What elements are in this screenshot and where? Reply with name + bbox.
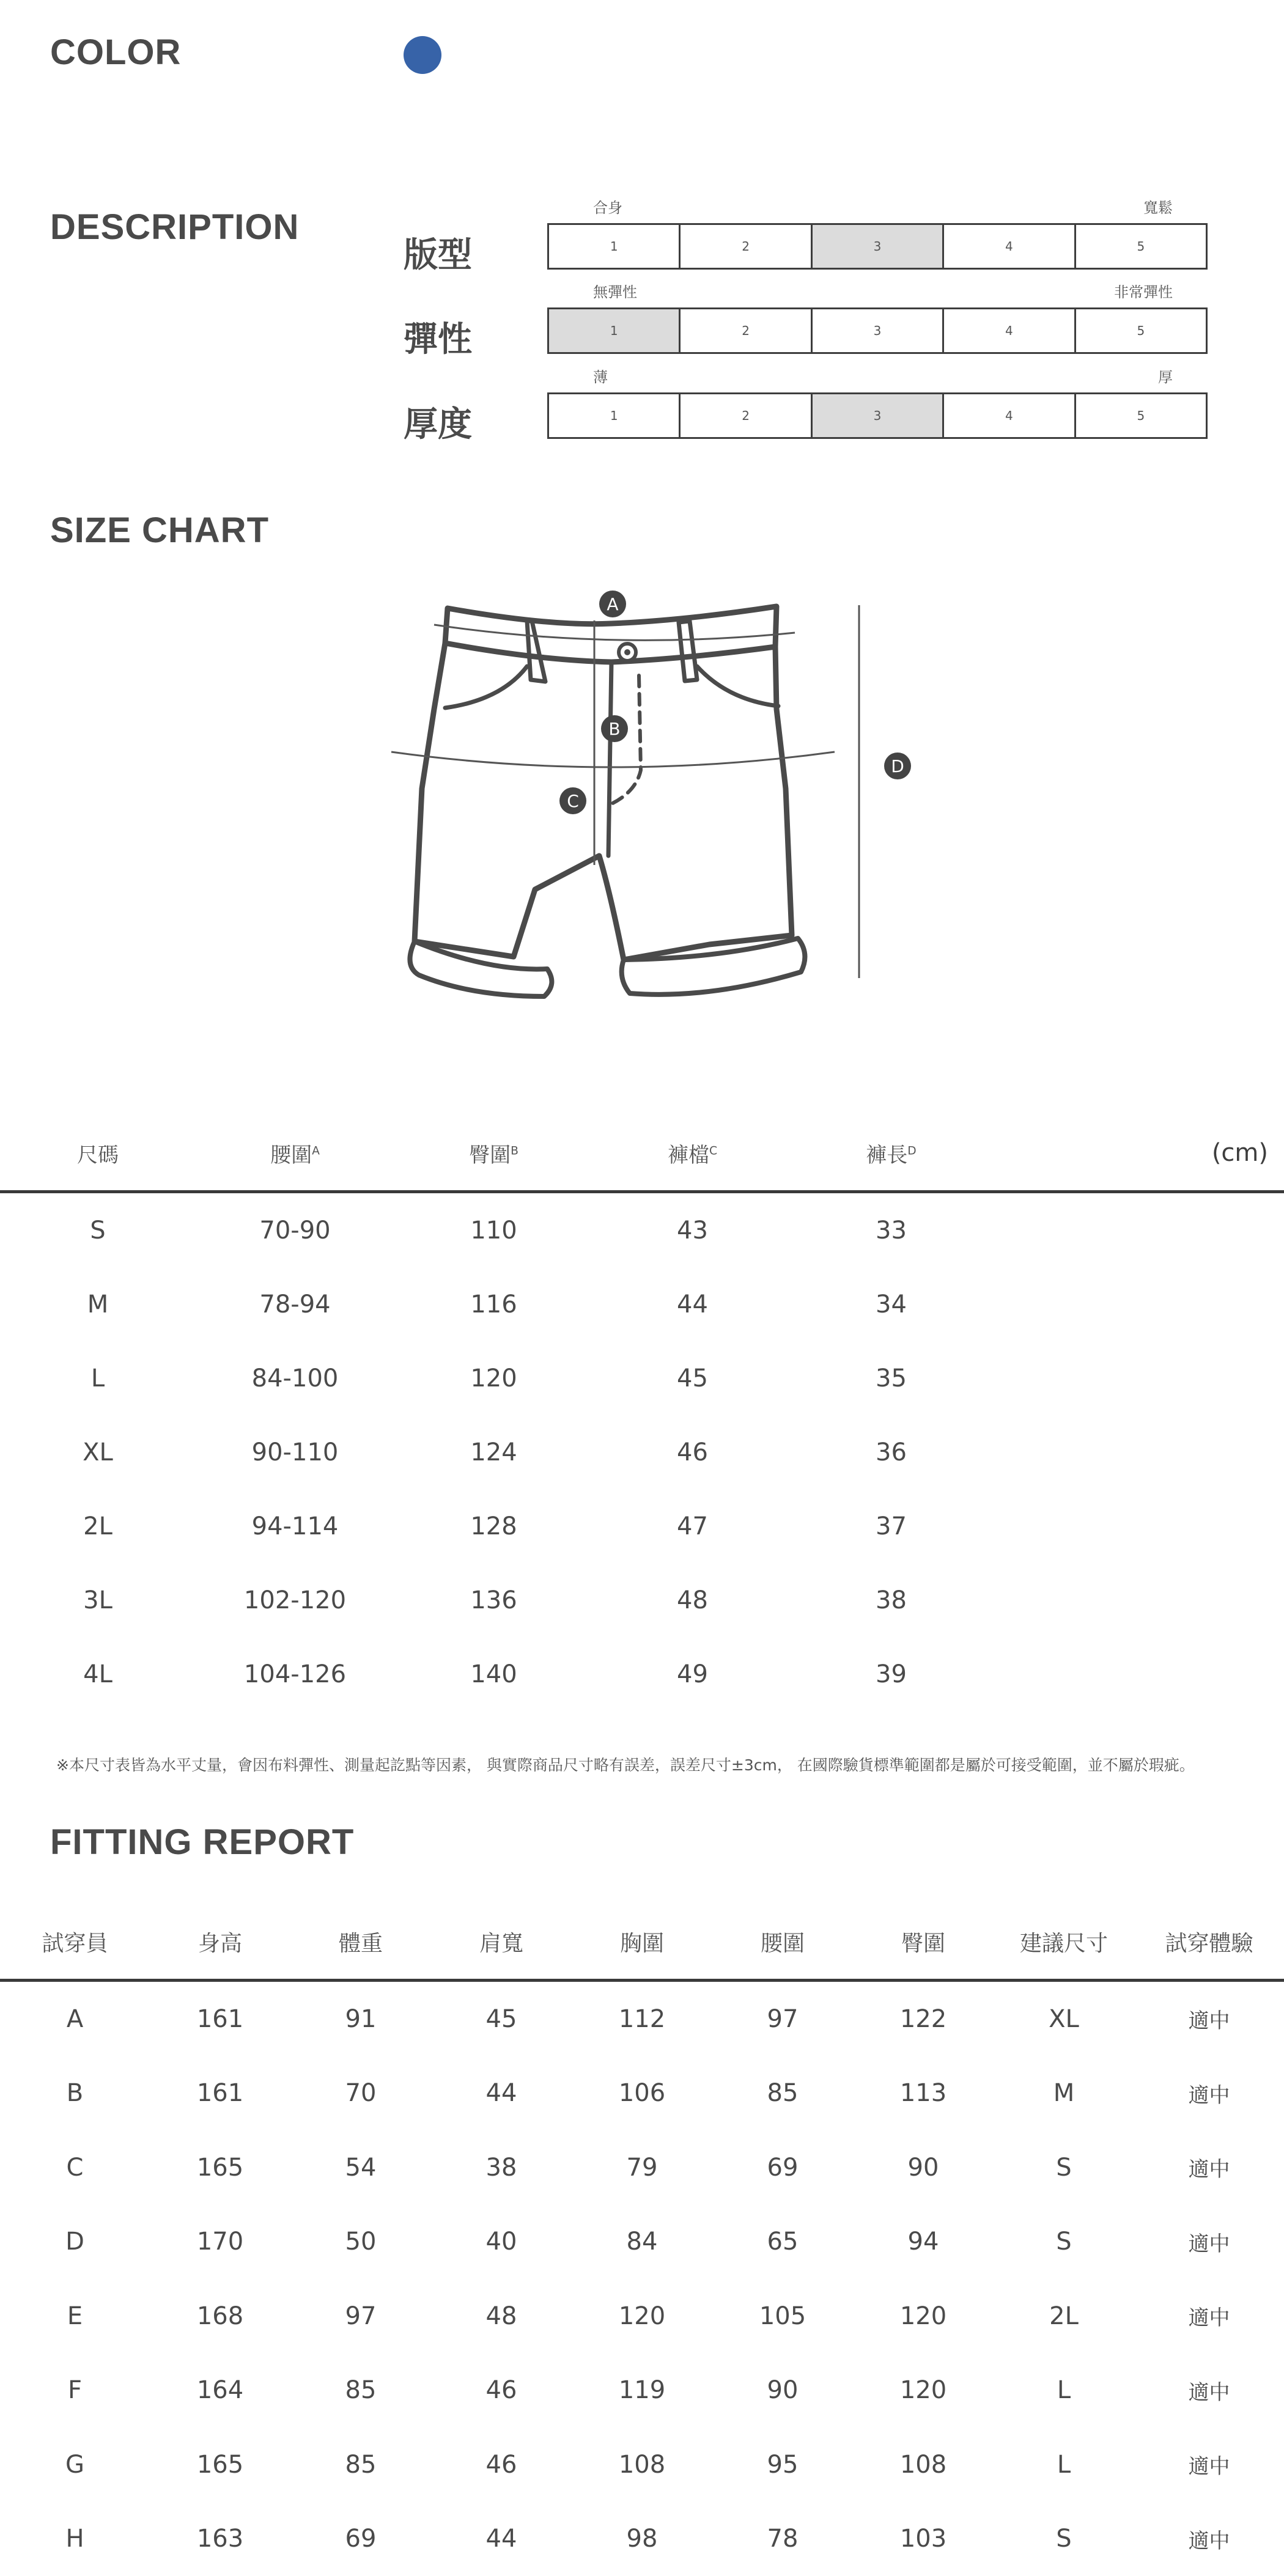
table-cell: H [0, 2502, 150, 2576]
table-cell: A [0, 1981, 150, 2056]
belt-loop-right [679, 621, 697, 681]
table-cell: 54 [290, 2130, 431, 2205]
table-row [0, 2056, 1284, 2131]
rating-scale [547, 223, 1208, 270]
fitting-column-header: 胸圍 [572, 1904, 712, 1981]
shorts-measurement-diagram [367, 575, 917, 1027]
pocket-right [697, 666, 778, 706]
scale-cell: 5 [1074, 309, 1206, 352]
table-cell: 34 [792, 1267, 991, 1341]
pocket-left [445, 666, 527, 708]
scale-cell: 3 [811, 309, 942, 352]
size-chart-table [0, 1116, 1284, 1711]
table-cell: 39 [792, 1637, 991, 1711]
size-column-marker: B [511, 1144, 518, 1157]
scale-cell: 4 [942, 309, 1074, 352]
table-cell: 85 [290, 2427, 431, 2502]
table-cell: 2L [0, 1489, 196, 1563]
scale-cell: 2 [679, 394, 810, 437]
marker-c-label: C [567, 791, 579, 811]
table-cell: 110 [394, 1192, 593, 1268]
size-column-label: 褲長 [866, 1143, 907, 1168]
table-cell: 適中 [1134, 2427, 1284, 2502]
scale-cell: 1 [549, 309, 679, 352]
table-cell: 45 [431, 1981, 572, 2056]
table-cell: 95 [712, 2427, 853, 2502]
table-row [0, 2279, 1284, 2353]
table-cell-empty [991, 1341, 1284, 1415]
table-cell-empty [991, 1637, 1284, 1711]
table-cell: 168 [150, 2279, 290, 2353]
table-cell: 適中 [1134, 2205, 1284, 2280]
fitting-column-header: 肩寬 [431, 1904, 572, 1981]
table-cell: 161 [150, 2056, 290, 2131]
table-cell: 104-126 [196, 1637, 394, 1711]
table-cell: 116 [394, 1267, 593, 1341]
table-cell: 136 [394, 1563, 593, 1637]
table-cell: 35 [792, 1341, 991, 1415]
table-cell: C [0, 2130, 150, 2205]
table-cell: 38 [792, 1563, 991, 1637]
size-chart-note: ※本尺寸表皆為水平丈量，會因布料彈性、測量起訖點等因素， 與實際商品尺寸略有誤差，誤差尺寸±3cm， 在國際驗貨標準範圍都是屬於可接受範圍，並不屬於瑕疵。 [56, 1753, 1195, 1775]
table-cell: 94-114 [196, 1489, 394, 1563]
scale-cell: 5 [1074, 225, 1206, 268]
table-row [0, 1981, 1284, 2056]
rating-scale [547, 392, 1208, 439]
table-row [0, 2427, 1284, 2502]
table-cell-empty [991, 1192, 1284, 1268]
table-cell: 2L [994, 2279, 1134, 2353]
color-swatch-blue[interactable] [404, 36, 441, 74]
table-cell: 85 [712, 2056, 853, 2131]
size-column-header [0, 1116, 196, 1192]
description-title: DESCRIPTION [50, 207, 299, 248]
table-cell: G [0, 2427, 150, 2502]
table-cell: S [994, 2130, 1134, 2205]
table-cell: 46 [593, 1415, 792, 1489]
scale-cell: 1 [549, 225, 679, 268]
scale-cell: 3 [811, 394, 942, 437]
table-cell: 102-120 [196, 1563, 394, 1637]
table-cell: 78-94 [196, 1267, 394, 1341]
table-cell: 164 [150, 2353, 290, 2428]
size-column-label: 臀圍 [469, 1143, 511, 1168]
table-cell: F [0, 2353, 150, 2428]
fitting-table-header [0, 1904, 1284, 1981]
size-table-header [0, 1116, 1284, 1192]
size-column-header [792, 1116, 991, 1192]
table-cell-empty [991, 1563, 1284, 1637]
table-cell: 90 [712, 2353, 853, 2428]
size-column-label: 尺碼 [77, 1143, 119, 1168]
table-cell: 98 [572, 2502, 712, 2576]
table-cell: 165 [150, 2130, 290, 2205]
table-row [0, 1267, 1284, 1341]
marker-b-label: B [608, 719, 620, 739]
table-cell: 3L [0, 1563, 196, 1637]
scale-high-caption: 非常彈性 [1114, 280, 1173, 301]
table-cell: 70 [290, 2056, 431, 2131]
unit-label: (cm) [991, 1116, 1284, 1192]
table-cell: 163 [150, 2502, 290, 2576]
table-cell: 120 [853, 2279, 994, 2353]
table-cell: 165 [150, 2427, 290, 2502]
table-cell: 122 [853, 1981, 994, 2056]
table-cell: 105 [712, 2279, 853, 2353]
table-cell: 適中 [1134, 2056, 1284, 2131]
table-cell: 37 [792, 1489, 991, 1563]
scale-high-caption: 厚 [1158, 365, 1173, 386]
table-cell: 38 [431, 2130, 572, 2205]
table-cell: L [994, 2353, 1134, 2428]
measure-line-hip [391, 752, 835, 767]
rating-scale [547, 307, 1208, 354]
table-cell: 43 [593, 1192, 792, 1268]
table-cell: 33 [792, 1192, 991, 1268]
size-column-marker: A [312, 1144, 320, 1157]
size-column-label: 褲檔 [668, 1143, 709, 1168]
table-cell: XL [0, 1415, 196, 1489]
fitting-column-header: 體重 [290, 1904, 431, 1981]
table-cell: 46 [431, 2353, 572, 2428]
table-row [0, 2130, 1284, 2205]
table-row [0, 1489, 1284, 1563]
table-cell: 112 [572, 1981, 712, 2056]
belt-loop-left [527, 621, 545, 682]
table-cell: 124 [394, 1415, 593, 1489]
scale-cell: 4 [942, 225, 1074, 268]
size-column-marker: D [907, 1144, 916, 1157]
table-cell: 161 [150, 1981, 290, 2056]
fitting-column-header: 身高 [150, 1904, 290, 1981]
table-cell: L [994, 2427, 1134, 2502]
table-cell: 69 [290, 2502, 431, 2576]
table-cell: M [0, 1267, 196, 1341]
table-cell: 4L [0, 1637, 196, 1711]
table-cell: S [994, 2205, 1134, 2280]
table-cell: S [994, 2502, 1134, 2576]
table-row [0, 1563, 1284, 1637]
table-cell: 79 [572, 2130, 712, 2205]
table-cell: 90 [853, 2130, 994, 2205]
size-column-marker: C [709, 1144, 717, 1157]
table-cell: 78 [712, 2502, 853, 2576]
table-cell: 128 [394, 1489, 593, 1563]
table-row [0, 1341, 1284, 1415]
fitting-report-title: FITTING REPORT [50, 1822, 354, 1863]
table-cell: 69 [712, 2130, 853, 2205]
table-cell: 70-90 [196, 1192, 394, 1268]
table-cell: 170 [150, 2205, 290, 2280]
table-row [0, 2353, 1284, 2428]
table-cell: 40 [431, 2205, 572, 2280]
table-cell: 36 [792, 1415, 991, 1489]
table-cell: 106 [572, 2056, 712, 2131]
table-cell-empty [991, 1267, 1284, 1341]
table-row [0, 2205, 1284, 2280]
table-cell: E [0, 2279, 150, 2353]
fitting-report-table [0, 1904, 1284, 2576]
scale-cell: 5 [1074, 394, 1206, 437]
table-row [0, 1415, 1284, 1489]
description-label: 彈性 [404, 312, 472, 361]
measure-line-waist [434, 625, 795, 640]
table-cell: D [0, 2205, 150, 2280]
table-cell: L [0, 1341, 196, 1415]
table-cell: 44 [431, 2056, 572, 2131]
table-cell: 90-110 [196, 1415, 394, 1489]
description-label: 厚度 [404, 397, 472, 446]
table-cell: 119 [572, 2353, 712, 2428]
table-cell: 97 [712, 1981, 853, 2056]
shorts-outline [415, 643, 792, 960]
table-cell: 140 [394, 1637, 593, 1711]
table-cell: 103 [853, 2502, 994, 2576]
table-cell: 適中 [1134, 2279, 1284, 2353]
scale-cell: 4 [942, 394, 1074, 437]
size-column-header [394, 1116, 593, 1192]
table-cell: M [994, 2056, 1134, 2131]
size-column-header [593, 1116, 792, 1192]
table-cell-empty [991, 1489, 1284, 1563]
scale-low-caption: 合身 [593, 196, 622, 217]
table-cell: 49 [593, 1637, 792, 1711]
table-cell: 108 [853, 2427, 994, 2502]
scale-cell: 2 [679, 225, 810, 268]
marker-a-label: A [607, 594, 618, 614]
table-cell: 適中 [1134, 1981, 1284, 2056]
table-cell: 50 [290, 2205, 431, 2280]
table-cell: 113 [853, 2056, 994, 2131]
scale-cell: 3 [811, 225, 942, 268]
size-column-header [196, 1116, 394, 1192]
table-cell: S [0, 1192, 196, 1268]
fitting-column-header: 臀圍 [853, 1904, 994, 1981]
size-column-label: 腰圍 [270, 1143, 312, 1168]
table-cell: 91 [290, 1981, 431, 2056]
table-cell: 120 [853, 2353, 994, 2428]
table-cell: 120 [394, 1341, 593, 1415]
size-chart-title: SIZE CHART [50, 510, 269, 551]
table-row [0, 2502, 1284, 2576]
table-cell: 108 [572, 2427, 712, 2502]
table-cell: 47 [593, 1489, 792, 1563]
table-cell: 65 [712, 2205, 853, 2280]
table-cell: 44 [431, 2502, 572, 2576]
table-cell-empty [991, 1415, 1284, 1489]
table-cell: 適中 [1134, 2130, 1284, 2205]
table-cell: 84 [572, 2205, 712, 2280]
table-cell: 85 [290, 2353, 431, 2428]
fitting-column-header: 腰圍 [712, 1904, 853, 1981]
table-cell: B [0, 2056, 150, 2131]
table-cell: 適中 [1134, 2353, 1284, 2428]
scale-cell: 2 [679, 309, 810, 352]
fitting-column-header: 試穿體驗 [1134, 1904, 1284, 1981]
description-label: 版型 [404, 228, 472, 277]
marker-d-label: D [891, 756, 904, 776]
scale-low-caption: 無彈性 [593, 280, 637, 301]
table-row [0, 1192, 1284, 1268]
fly-line [608, 662, 611, 856]
table-cell: 45 [593, 1341, 792, 1415]
table-cell: XL [994, 1981, 1134, 2056]
table-cell: 46 [431, 2427, 572, 2502]
scale-high-caption: 寬鬆 [1143, 196, 1173, 217]
table-cell: 48 [431, 2279, 572, 2353]
fitting-column-header: 試穿員 [0, 1904, 150, 1981]
table-cell: 97 [290, 2279, 431, 2353]
scale-cell: 1 [549, 394, 679, 437]
table-cell: 120 [572, 2279, 712, 2353]
table-cell: 44 [593, 1267, 792, 1341]
table-cell: 48 [593, 1563, 792, 1637]
table-cell: 84-100 [196, 1341, 394, 1415]
color-title: COLOR [50, 32, 181, 73]
scale-low-caption: 薄 [593, 365, 608, 386]
fitting-column-header: 建議尺寸 [994, 1904, 1134, 1981]
table-cell: 適中 [1134, 2502, 1284, 2576]
table-cell: 94 [853, 2205, 994, 2280]
table-row [0, 1637, 1284, 1711]
